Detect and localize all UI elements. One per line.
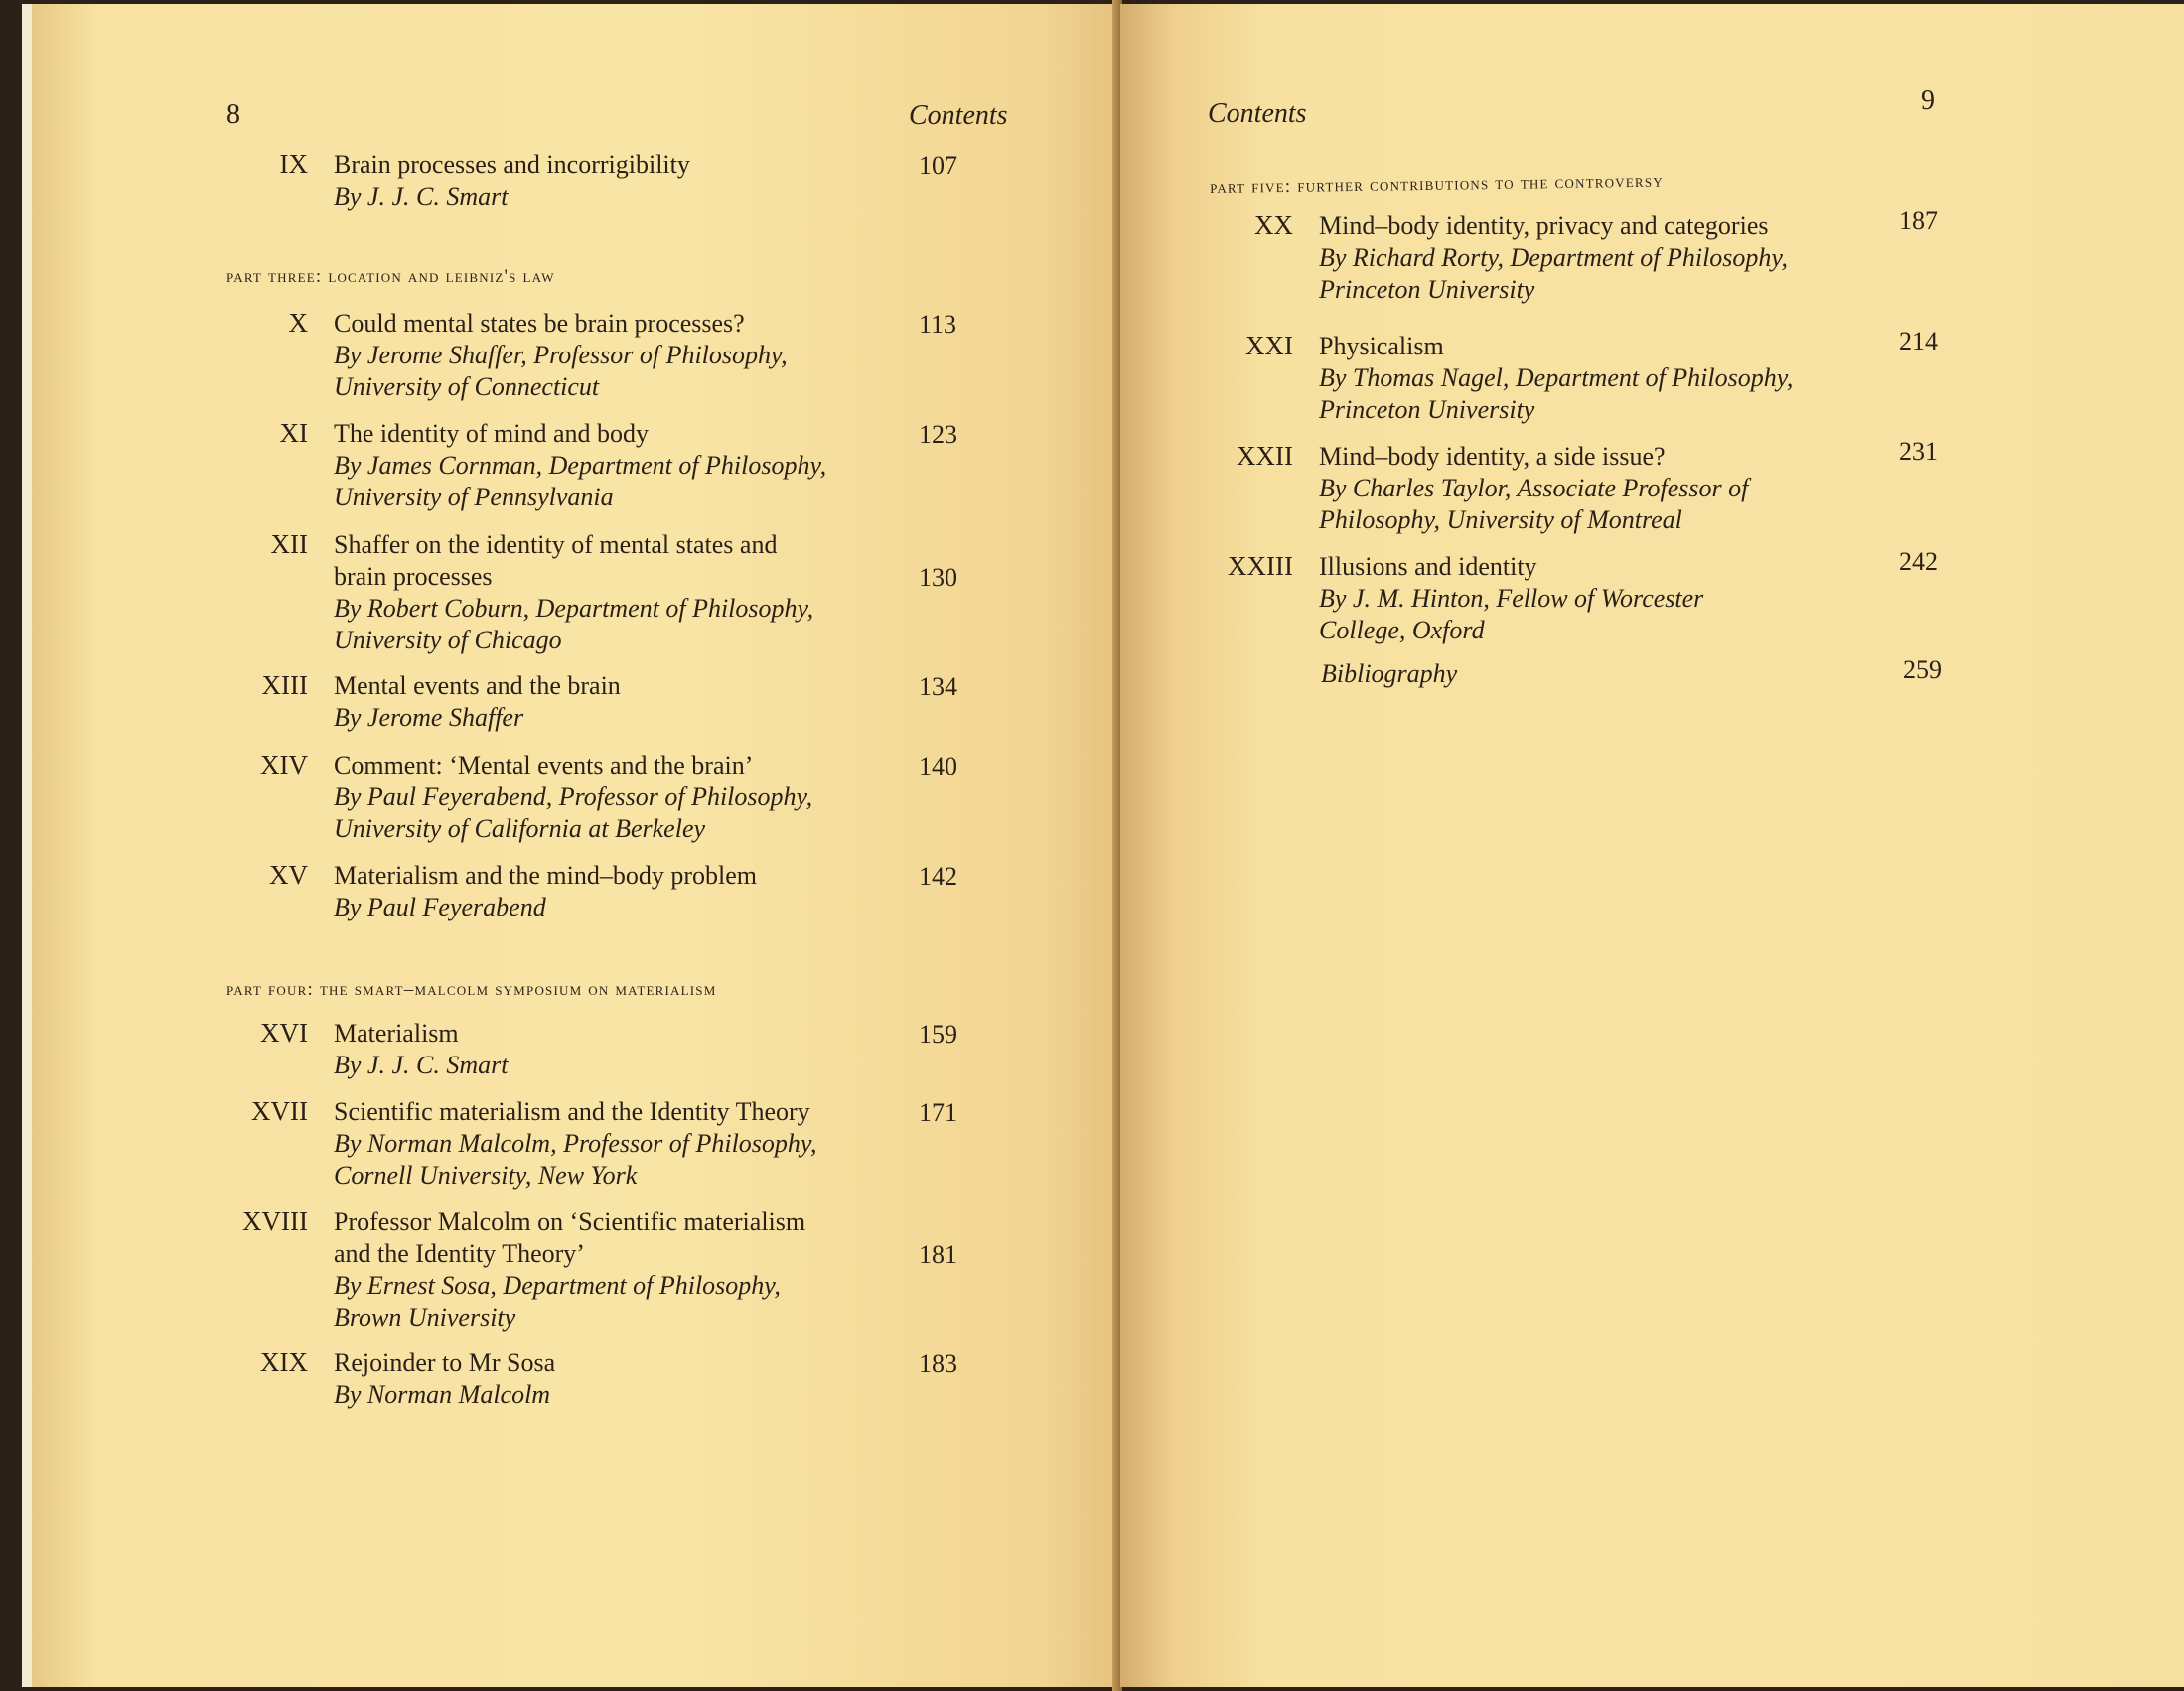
chapter-title: Mind–body identity, privacy and categories [1319,211,1769,240]
bibliography-page: 259 [1903,655,1942,684]
chapter-title: Illusions and identity [1319,552,1537,581]
chapter-author: Cornell University, New York [334,1161,638,1190]
chapter-number: XXI [1245,331,1293,360]
chapter-author: By Norman Malcolm, Professor of Philosophy, [334,1129,817,1158]
chapter-author: University of Chicago [334,626,562,654]
chapter-title: and the Identity Theory’ [334,1239,585,1268]
chapter-page-number: 242 [1899,547,1938,576]
chapter-author: By Richard Rorty, Department of Philosophy, [1319,243,1789,272]
chapter-page-number: 140 [919,752,957,780]
chapter-page-number: 214 [1899,327,1938,355]
chapter-number: X [288,308,308,338]
chapter-author: By Jerome Shaffer, Professor of Philosophy, [334,341,788,369]
chapter-author: University of Connecticut [334,372,600,401]
part-five-heading: part five: further contributions to the controversy [1210,170,1664,198]
chapter-page-number: 134 [919,672,957,701]
chapter-title: Could mental states be brain processes? [334,309,745,338]
right-running-head: Contents [1208,98,1307,129]
chapter-page-number: 181 [919,1240,957,1269]
chapter-author: By Jerome Shaffer [334,703,524,732]
chapter-title: Professor Malcolm on ‘Scientific materialism [334,1207,806,1236]
chapter-title: Mental events and the brain [334,671,621,700]
chapter-number: XX [1254,211,1293,240]
chapter-number: XI [279,418,308,448]
chapter-author: By James Cornman, Department of Philosophy, [334,451,827,480]
left-running-head: Contents [909,100,1008,131]
chapter-author: By Charles Taylor, Associate Professor of [1319,474,1749,502]
right-page-number: 9 [1921,85,1935,116]
chapter-number: XII [270,529,308,559]
chapter-title: Materialism and the mind–body problem [334,861,758,890]
chapter-number: XIX [260,1347,308,1377]
chapter-author: By J. M. Hinton, Fellow of Worcester [1319,584,1704,613]
chapter-page-number: 107 [919,151,957,180]
chapter-number: XV [269,860,308,890]
chapter-title: Scientific materialism and the Identity Theory [334,1097,810,1126]
chapter-author: Brown University [334,1303,516,1332]
chapter-page-number: 159 [919,1020,957,1049]
chapter-page-number: 113 [919,310,957,339]
chapter-author: By Norman Malcolm [334,1380,551,1409]
chapter-number: XXII [1237,441,1293,471]
part-three-heading: part three: location and leibniz's law [226,266,555,287]
chapter-author: By Robert Coburn, Department of Philosophy, [334,594,814,623]
chapter-number: IX [279,149,308,179]
chapter-number: XXIII [1228,551,1293,581]
chapter-author: By Thomas Nagel, Department of Philosophy, [1319,363,1794,392]
chapter-page-number: 171 [919,1098,957,1127]
chapter-author: By Ernest Sosa, Department of Philosophy, [334,1271,781,1300]
chapter-title: Physicalism [1319,332,1444,360]
chapter-number: XVI [260,1018,308,1048]
chapter-author: University of California at Berkeley [334,814,706,843]
left-page-number: 8 [226,99,240,130]
chapter-title: brain processes [334,562,493,591]
chapter-author: By Paul Feyerabend [334,893,546,921]
chapter-author: Philosophy, University of Montreal [1319,505,1682,534]
chapter-author: By J. J. C. Smart [334,182,509,211]
chapter-number: XVIII [242,1206,308,1236]
chapter-page-number: 130 [919,563,957,592]
chapter-page-number: 183 [919,1349,957,1378]
chapter-title: Mind–body identity, a side issue? [1319,442,1666,471]
chapter-title: Shaffer on the identity of mental states and [334,530,778,559]
chapter-title: Materialism [334,1019,459,1048]
chapter-number: XIV [260,750,308,779]
chapter-author: Princeton University [1319,275,1535,304]
chapter-author: University of Pennsylvania [334,483,614,511]
chapter-author: College, Oxford [1319,616,1485,644]
bibliography-title: Bibliography [1321,659,1458,688]
part-four-heading: part four: the smart–malcolm symposium on materialism [226,979,717,1000]
left-page [22,4,1129,1687]
chapter-title: Comment: ‘Mental events and the brain’ [334,751,754,779]
chapter-author: By J. J. C. Smart [334,1051,509,1079]
chapter-title: Rejoinder to Mr Sosa [334,1348,556,1377]
chapter-number: XVII [251,1096,308,1126]
chapter-page-number: 123 [919,420,957,449]
chapter-number: XIII [261,670,308,700]
chapter-author: By Paul Feyerabend, Professor of Philosophy, [334,782,813,811]
chapter-page-number: 231 [1899,437,1938,466]
chapter-author: Princeton University [1319,395,1535,424]
chapter-page-number: 187 [1899,207,1938,235]
chapter-title: Brain processes and incorrigibility [334,150,690,179]
chapter-title: The identity of mind and body [334,419,650,448]
chapter-page-number: 142 [919,862,957,891]
